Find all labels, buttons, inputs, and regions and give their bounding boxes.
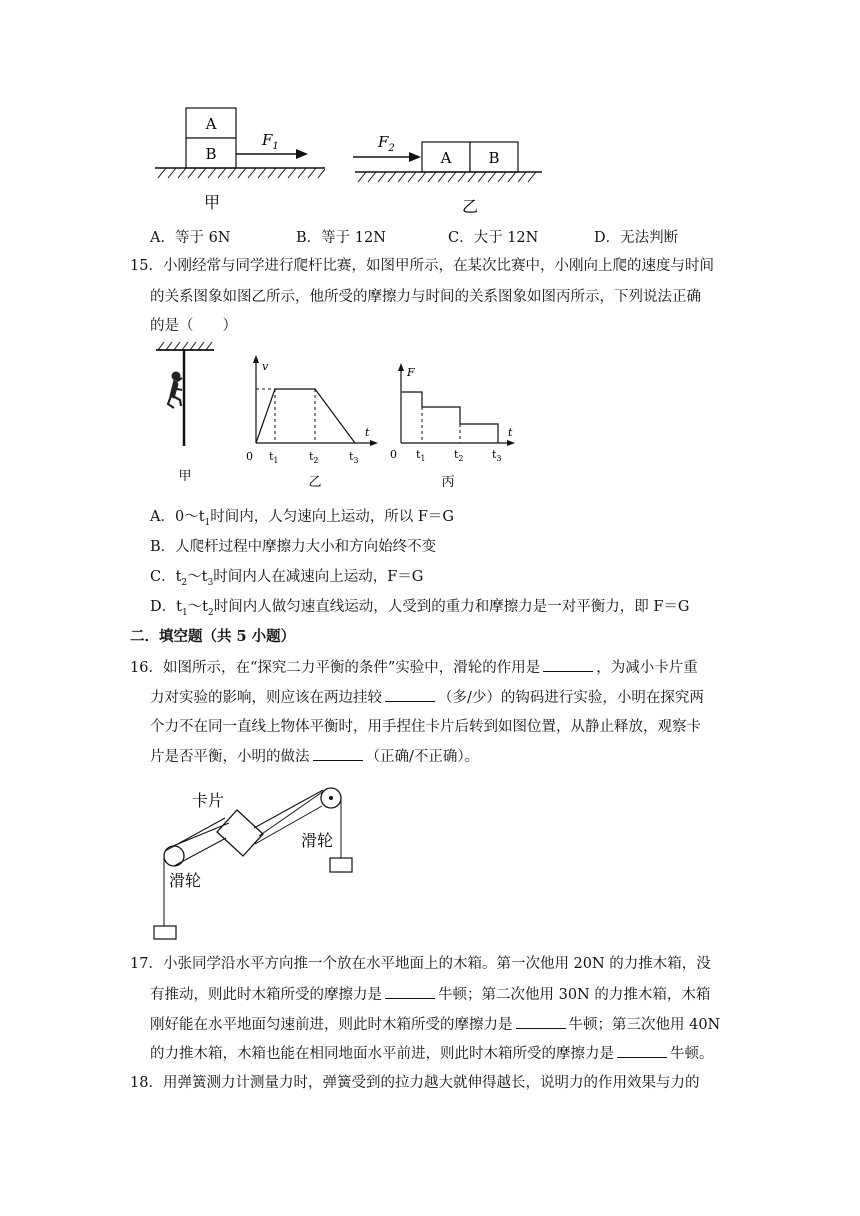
v-t-curve [256,389,355,443]
q15-cap-bing: 丙 [441,475,455,490]
q15-t1-yi: $t_1$ [269,450,279,465]
q15-option-a: A．$0\sim t_1$时间内，人匀速向上运动，所以 F＝G [150,509,455,528]
q16-line-2: 力对实验的影响，则应该在两边挂较 （多/少）的钩码进行实验，小明在探究两 [150,687,704,708]
q15-cap-yi: 乙 [308,475,322,490]
q15-t3-yi: $t_3$ [349,450,359,465]
jia-ground-hatch [158,168,325,178]
right-pulley-label: 滑轮 [301,831,334,850]
q15-option-c: C．$t_2\sim t_3$时间内人在减速向上运动，F＝G [150,569,424,588]
yi-force-label: $F_2$ [378,133,395,154]
jia-caption: 甲 [203,193,221,212]
q15-stem-line-3: 的是（ ） [150,318,237,334]
card [217,810,263,856]
jia-force-label: $F_1$ [262,131,279,152]
ceiling-hatch [158,342,212,350]
q17-line-1: 17．小张同学沿水平方向推一个放在水平地面上的木箱。第一次他用 20N 的力推木箱，没 [130,956,711,972]
q15-figure [148,338,528,498]
climber-icon [168,372,182,408]
q17-line-2: 有推动，则此时木箱所受的摩擦力是 牛顿；第二次他用 30N 的力推木箱，木箱 [150,984,710,1005]
left-weight [154,926,176,939]
q14-option-c: C．大于 12N [448,230,539,246]
q15-f-label: F [407,366,415,379]
left-pulley-label: 滑轮 [169,871,202,890]
f-t-curve [401,392,498,443]
right-weight [330,858,352,872]
q15-cap-jia: 甲 [178,469,192,484]
q17-blank-3[interactable] [617,1043,667,1058]
q17-blank-1[interactable] [385,984,435,999]
card-label: 卡片 [192,791,225,810]
q17-blank-2[interactable] [516,1014,566,1029]
jia-box-b-label: B [205,145,217,163]
q16-blank-1[interactable] [543,657,593,672]
section-title: 二．填空题（共 5 小题） [130,628,296,645]
q15-t1-bing: $t_1$ [416,448,426,463]
jia-force-arrow [296,149,308,159]
q15-t2-bing: $t_2$ [454,448,464,463]
q16-line-3: 个力不在同一直线上物体平衡时，用手捏住卡片后转到如图位置，从静止释放，观察卡 [150,719,701,735]
q14-figure [150,100,550,215]
q15-option-b: B．人爬杆过程中摩擦力大小和方向始终不变 [150,539,437,555]
yi-caption: 乙 [461,197,479,215]
q18-line-1: 18．用弹簧测力计测量力时，弹簧受到的拉力越大就伸得越长，说明力的作用效果与力的 [130,1075,700,1091]
q16-line-1: 16．如图所示，在“探究二力平衡的条件”实验中，滑轮的作用是 ，为减小卡片重 [130,657,698,678]
q15-option-d: D．$t_1\sim t_2$时间内人做匀速直线运动，人受到的重力和摩擦力是一对平衡力，即 F＝G [150,599,690,618]
q15-t-label-yi: t [365,426,370,439]
yi-ground-hatch [358,172,536,182]
q15-origin-bing: 0 [390,448,397,461]
q16-blank-3[interactable] [313,746,363,761]
q15-t-label-bing: t [508,426,513,439]
q17-line-4: 的力推木箱，木箱也能在相同地面水平前进，则此时木箱所受的摩擦力是 牛顿。 [150,1043,714,1064]
q15-t3-bing: $t_3$ [492,448,502,463]
q15-origin-yi: 0 [246,450,253,463]
q16-figure [145,776,365,944]
left-pulley [164,846,184,866]
q15-t2-yi: $t_2$ [309,450,319,465]
q14-option-a: A．等于 6N [150,230,231,246]
q15-stem-line-2: 的关系图象如图乙所示，他所受的摩擦力与时间的关系图象如图丙所示，下列说法正确 [150,289,701,305]
q14-option-b: B．等于 12N [296,230,386,246]
q16-line-4: 片是否平衡，小明的做法 （正确/不正确）。 [150,746,479,767]
jia-box-a-label: A [205,115,217,133]
q14-option-d: D．无法判断 [594,230,679,246]
yi-force-arrow [409,152,421,162]
q16-blank-2[interactable] [385,687,435,702]
q17-line-3: 刚好能在水平地面匀速前进，则此时木箱所受的摩擦力是 牛顿；第三次他用 40N [150,1014,720,1035]
yi-box-b-label: B [488,149,500,167]
yi-box-a-label: A [440,149,452,167]
q15-stem-line-1: 15．小刚经常与同学进行爬杆比赛，如图甲所示，在某次比赛中，小刚向上爬的速度与时间 [130,258,714,274]
q15-v-label: v [262,360,269,373]
